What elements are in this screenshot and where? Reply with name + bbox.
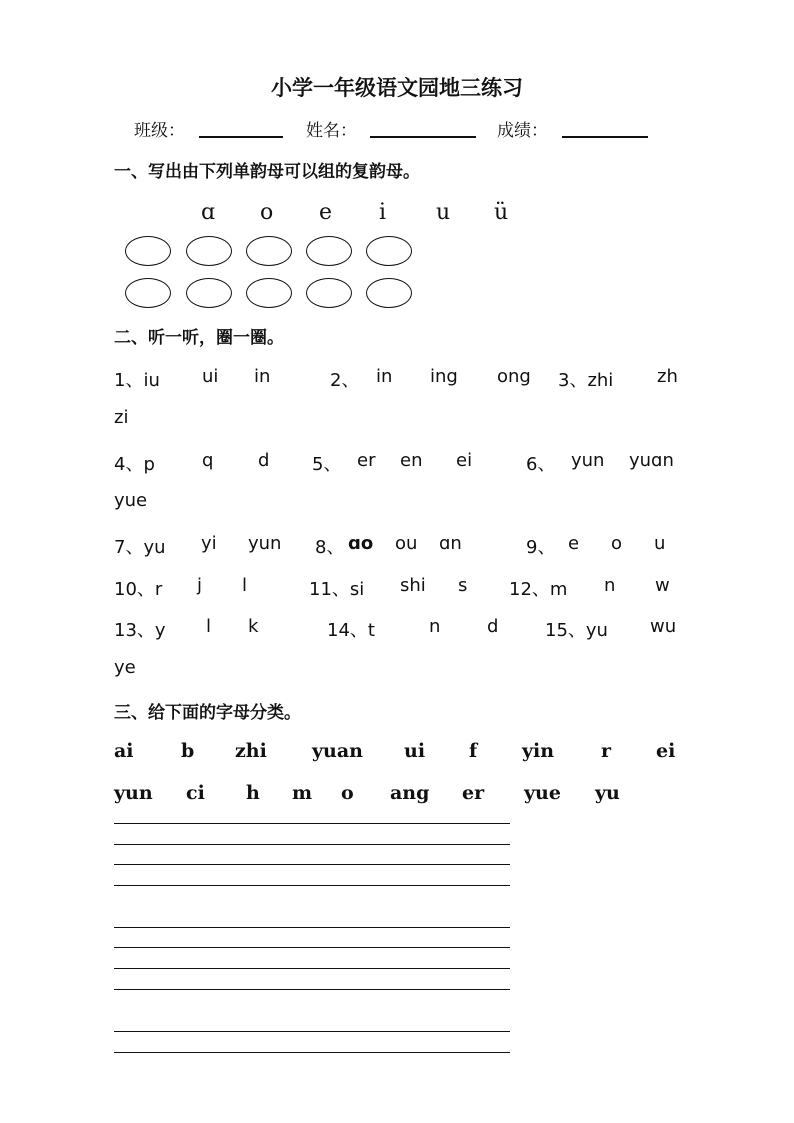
answer-oval[interactable] <box>125 236 171 266</box>
letter-item: f <box>469 740 478 762</box>
letter-item: ci <box>186 782 205 804</box>
section1-heading: 一、写出由下列单韵母可以组的复韵母。 <box>114 162 420 182</box>
pinyin-item: o <box>611 533 623 554</box>
writing-line[interactable] <box>114 1031 510 1032</box>
answer-oval[interactable] <box>366 278 412 308</box>
answer-oval[interactable] <box>186 278 232 308</box>
pinyin-item: l <box>242 575 248 596</box>
pinyin-item: ing <box>430 366 458 387</box>
writing-line[interactable] <box>114 968 510 969</box>
pinyin-item: n <box>604 575 616 596</box>
pinyin-item: yuɑn <box>629 450 674 471</box>
pinyin-item: 9、 <box>526 537 556 558</box>
vowel-u: u <box>436 200 451 225</box>
vowel-e: e <box>319 200 333 225</box>
name-blank <box>370 136 476 138</box>
letter-item: yuan <box>312 740 363 762</box>
answer-oval[interactable] <box>306 236 352 266</box>
pinyin-item: l <box>206 616 212 637</box>
answer-oval[interactable] <box>306 278 352 308</box>
writing-line[interactable] <box>114 989 510 990</box>
pinyin-item: 15、yu <box>545 620 608 641</box>
score-blank <box>562 136 648 138</box>
page-title: 小学一年级语文园地三练习 <box>271 75 523 100</box>
pinyin-item: zh <box>657 366 678 387</box>
pinyin-item: zi <box>114 407 129 428</box>
pinyin-item: 13、y <box>114 620 166 641</box>
pinyin-item: er <box>357 450 376 471</box>
answer-oval[interactable] <box>186 236 232 266</box>
pinyin-item: 8、 <box>315 537 345 558</box>
pinyin-item: ong <box>497 366 531 387</box>
pinyin-item: k <box>248 616 259 637</box>
letter-item: yin <box>522 740 555 762</box>
section2-heading: 二、听一听，圈一圈。 <box>114 328 284 348</box>
letter-item: zhi <box>235 740 267 762</box>
letter-item: ui <box>404 740 426 762</box>
writing-line[interactable] <box>114 927 510 928</box>
pinyin-item: u <box>654 533 666 554</box>
pinyin-item: 14、t <box>327 620 375 641</box>
letter-item: yue <box>524 782 561 804</box>
pinyin-item: 1、iu <box>114 370 160 391</box>
writing-line[interactable] <box>114 864 510 865</box>
pinyin-item: 7、yu <box>114 537 166 558</box>
pinyin-item: s <box>458 575 468 596</box>
pinyin-item: yue <box>114 490 148 511</box>
pinyin-item: yi <box>201 533 217 554</box>
pinyin-item: ye <box>114 657 136 678</box>
answer-oval[interactable] <box>246 278 292 308</box>
pinyin-item: wu <box>650 616 677 637</box>
pinyin-item: q <box>202 450 214 471</box>
pinyin-item: in <box>376 366 393 387</box>
pinyin-item: en <box>400 450 423 471</box>
writing-line[interactable] <box>114 947 510 948</box>
pinyin-item: yun <box>571 450 605 471</box>
pinyin-item: 3、zhi <box>558 370 614 391</box>
section3-heading: 三、给下面的字母分类。 <box>114 703 301 723</box>
pinyin-item: d <box>258 450 270 471</box>
pinyin-item: j <box>197 575 203 596</box>
letter-item: yun <box>114 782 153 804</box>
pinyin-item: shi <box>400 575 426 596</box>
pinyin-item: ei <box>456 450 473 471</box>
class-blank <box>199 136 283 138</box>
class-label: 班级： <box>134 121 185 141</box>
pinyin-item: w <box>655 575 670 596</box>
letter-item: ai <box>114 740 134 762</box>
letter-item: o <box>341 782 354 804</box>
answer-oval[interactable] <box>125 278 171 308</box>
letter-item: yu <box>595 782 620 804</box>
vowel-i: i <box>379 200 387 225</box>
pinyin-item: 4、p <box>114 454 155 475</box>
pinyin-item: 6、 <box>526 454 556 475</box>
writing-line[interactable] <box>114 823 510 824</box>
answer-oval[interactable] <box>366 236 412 266</box>
letter-item: h <box>246 782 260 804</box>
pinyin-item: e <box>568 533 580 554</box>
pinyin-item: 12、m <box>509 579 568 600</box>
letter-item: ei <box>656 740 676 762</box>
letter-item: er <box>462 782 485 804</box>
pinyin-item: 11、si <box>309 579 365 600</box>
pinyin-item: 10、r <box>114 579 163 600</box>
pinyin-item: d <box>487 616 499 637</box>
score-label: 成绩： <box>497 121 548 141</box>
writing-line[interactable] <box>114 1052 510 1053</box>
letter-item: b <box>181 740 195 762</box>
vowel-v: ü <box>494 200 509 225</box>
letter-item: m <box>292 782 313 804</box>
pinyin-item: ou <box>395 533 418 554</box>
pinyin-item: yun <box>248 533 282 554</box>
name-label: 姓名： <box>306 121 357 141</box>
pinyin-item: ui <box>202 366 219 387</box>
answer-oval[interactable] <box>246 236 292 266</box>
letter-item: r <box>601 740 612 762</box>
pinyin-item: in <box>254 366 271 387</box>
pinyin-item: 2、 <box>330 370 360 391</box>
pinyin-item: 5、 <box>312 454 342 475</box>
writing-line[interactable] <box>114 844 510 845</box>
pinyin-item: ɑn <box>439 533 462 554</box>
writing-line[interactable] <box>114 885 510 886</box>
vowel-a: ɑ <box>201 200 216 225</box>
pinyin-item: ɑo <box>348 533 374 554</box>
letter-item: ang <box>390 782 430 804</box>
vowel-o: o <box>260 200 274 225</box>
pinyin-item: n <box>429 616 441 637</box>
